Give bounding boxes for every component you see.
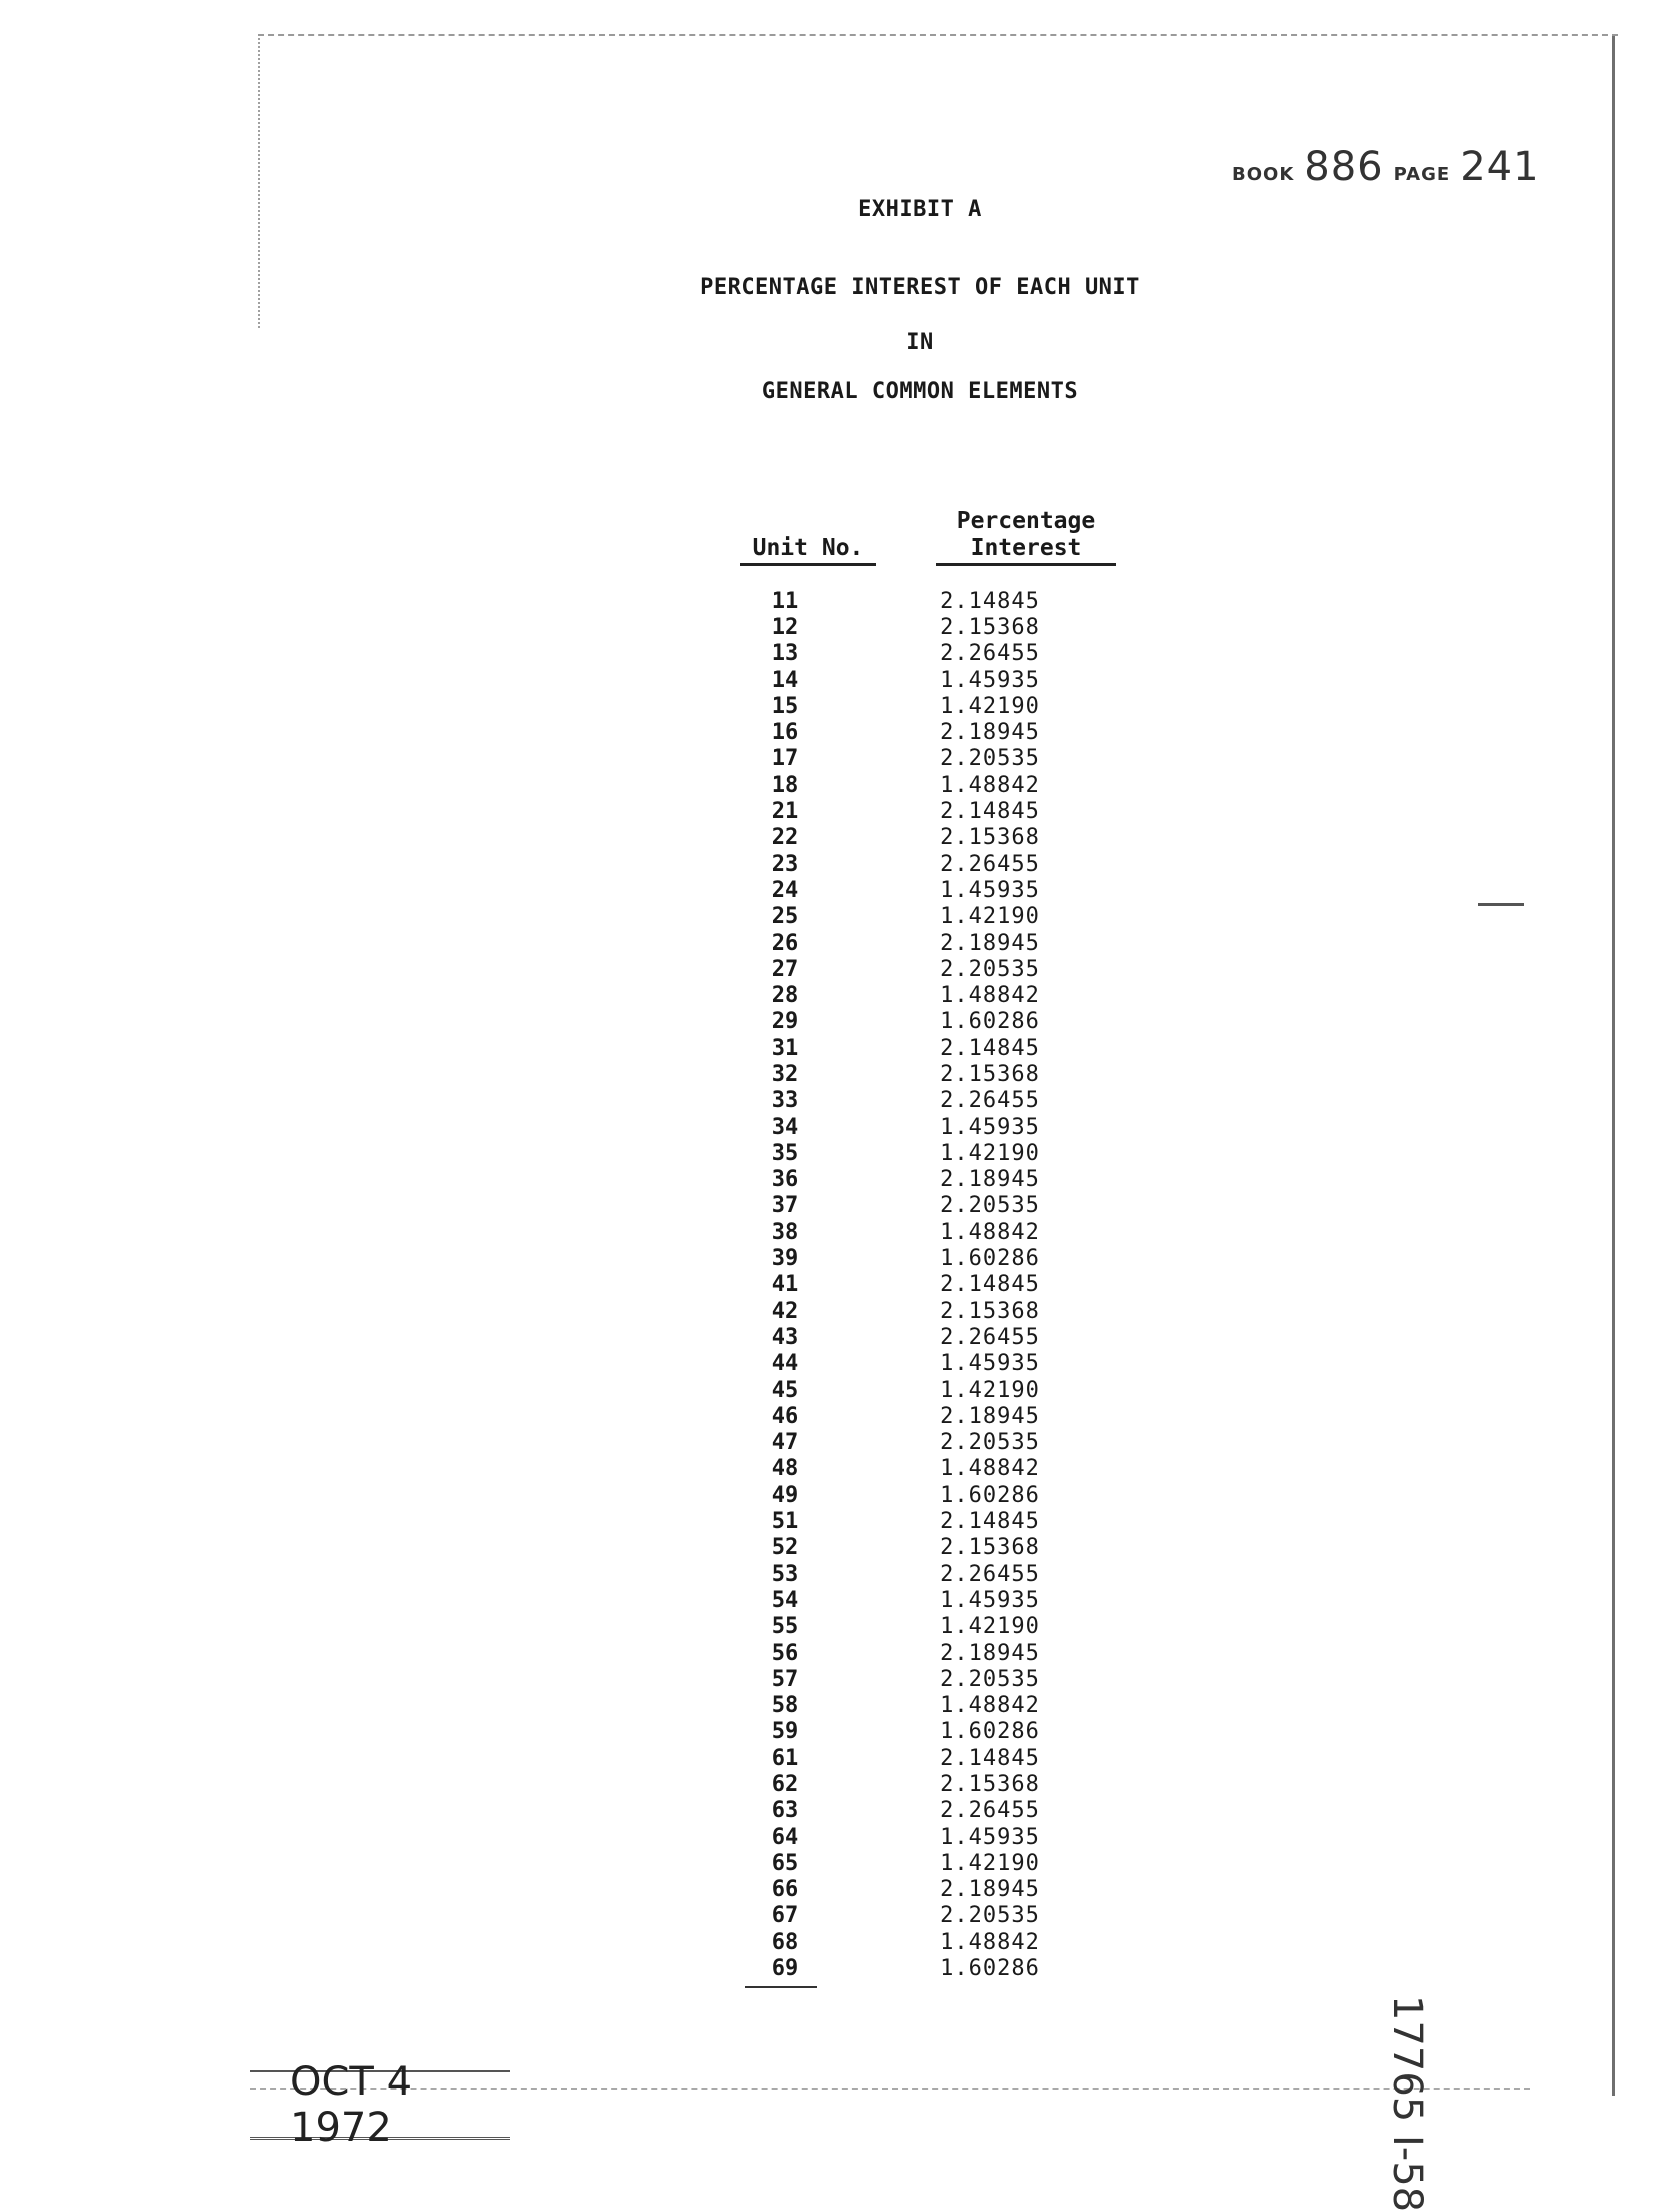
percentage-interest: 2.14845 (940, 588, 1040, 614)
percentage-interest: 2.14845 (940, 1272, 1040, 1298)
unit-number: 68 (771, 1929, 799, 1955)
unit-number: 58 (771, 1693, 799, 1719)
unit-number: 39 (771, 1246, 799, 1272)
percentage-interest: 2.26455 (940, 641, 1040, 667)
table-row (720, 1535, 1140, 1561)
table-row (720, 1614, 1140, 1640)
unit-number: 24 (771, 877, 799, 903)
percentage-interest: 2.18945 (940, 1640, 1040, 1666)
percentage-interest: 2.20535 (940, 956, 1040, 982)
book-page-stamp (1232, 144, 1540, 190)
percentage-interest: 2.20535 (940, 746, 1040, 772)
table-row (720, 1009, 1140, 1035)
table-row (720, 1245, 1140, 1271)
table-row (720, 1140, 1140, 1166)
table-row (720, 719, 1140, 745)
table-row (720, 1061, 1140, 1087)
percentage-interest: 1.42190 (940, 1614, 1040, 1640)
table-row (720, 1035, 1140, 1061)
column-header-percentage (936, 508, 1116, 566)
table-row (720, 1640, 1140, 1666)
table-row (720, 588, 1140, 614)
table-row (720, 1561, 1140, 1587)
table-row (720, 1324, 1140, 1350)
percentage-interest: 1.48842 (940, 1929, 1040, 1955)
table-row (720, 772, 1140, 798)
table-row (720, 1798, 1140, 1824)
percentage-interest: 2.18945 (940, 1403, 1040, 1429)
table-row (720, 1403, 1140, 1429)
unit-number: 42 (771, 1298, 799, 1324)
percentage-interest: 1.60286 (940, 1956, 1040, 1982)
percentage-interest: 1.42190 (940, 904, 1040, 930)
table-end-rule (745, 1986, 817, 1988)
percentage-interest: 2.20535 (940, 1903, 1040, 1929)
percentage-interest: 1.42190 (940, 693, 1040, 719)
percentage-interest: 2.20535 (940, 1430, 1040, 1456)
percentage-interest: 2.18945 (940, 1167, 1040, 1193)
percentage-interest: 1.45935 (940, 877, 1040, 903)
table-row (720, 1088, 1140, 1114)
unit-number: 61 (771, 1745, 799, 1771)
unit-number: 64 (771, 1824, 799, 1850)
unit-number: 35 (771, 1140, 799, 1166)
table-row (720, 930, 1140, 956)
page-number: 241 (1460, 144, 1540, 190)
book-label: BOOK (1232, 164, 1295, 185)
unit-number: 32 (771, 1061, 799, 1087)
unit-number: 43 (771, 1324, 799, 1350)
table-row (720, 693, 1140, 719)
subtitle-line-1: PERCENTAGE INTEREST OF EACH UNIT (700, 275, 1140, 300)
unit-number: 48 (771, 1456, 799, 1482)
unit-number: 15 (771, 693, 799, 719)
unit-number: 13 (771, 641, 799, 667)
percentage-interest: 1.48842 (940, 1693, 1040, 1719)
table-row (720, 667, 1140, 693)
book-number: 886 (1304, 144, 1384, 190)
percentage-interest: 2.14845 (940, 799, 1040, 825)
table-row (720, 956, 1140, 982)
scan-border-top (258, 34, 1618, 36)
unit-number: 53 (771, 1561, 799, 1587)
unit-number: 57 (771, 1666, 799, 1692)
percentage-interest: 1.60286 (940, 1719, 1040, 1745)
table-row (720, 1903, 1140, 1929)
unit-number: 67 (771, 1903, 799, 1929)
table-row (720, 1666, 1140, 1692)
table-row (720, 1298, 1140, 1324)
percentage-interest: 1.45935 (940, 1587, 1040, 1613)
page-label: PAGE (1393, 164, 1451, 185)
table-row (720, 1877, 1140, 1903)
percentage-interest: 1.42190 (940, 1140, 1040, 1166)
unit-number: 55 (771, 1614, 799, 1640)
percentage-interest: 2.26455 (940, 1798, 1040, 1824)
unit-number: 59 (771, 1719, 799, 1745)
unit-number: 37 (771, 1193, 799, 1219)
unit-number: 63 (771, 1798, 799, 1824)
table-row (720, 1219, 1140, 1245)
table-row (720, 1850, 1140, 1876)
unit-number: 16 (771, 720, 799, 746)
table-row (720, 746, 1140, 772)
table-row (720, 1193, 1140, 1219)
percentage-interest: 2.18945 (940, 930, 1040, 956)
percentage-interest: 1.45935 (940, 1351, 1040, 1377)
table-row (720, 1955, 1140, 1981)
unit-number: 62 (771, 1772, 799, 1797)
unit-number: 17 (771, 746, 799, 772)
unit-number: 28 (771, 983, 799, 1009)
percentage-interest: 1.45935 (940, 1114, 1040, 1140)
table-row (720, 851, 1140, 877)
percentage-interest: 1.48842 (940, 1219, 1040, 1245)
table-row (720, 1719, 1140, 1745)
percentage-interest: 2.15368 (940, 614, 1040, 640)
percentage-interest: 2.15368 (940, 1535, 1040, 1561)
percentage-interest: 1.60286 (940, 1482, 1040, 1508)
table-row (720, 1508, 1140, 1534)
unit-number: 47 (771, 1430, 799, 1456)
unit-number: 12 (771, 614, 799, 640)
date-stamp: OCT 4 1972 (250, 2070, 510, 2140)
percentage-interest: 2.14845 (940, 1745, 1040, 1771)
table-row (720, 1351, 1140, 1377)
unit-number: 56 (771, 1640, 799, 1666)
table-row (720, 1587, 1140, 1613)
table-row (720, 982, 1140, 1008)
unit-number: 31 (771, 1035, 799, 1061)
percentage-interest: 2.20535 (940, 1666, 1040, 1692)
table-row (720, 1692, 1140, 1718)
percentage-interest: 2.26455 (940, 1088, 1040, 1114)
exhibit-title: EXHIBIT A (858, 197, 982, 222)
percentage-interest: 1.60286 (940, 1009, 1040, 1035)
percentage-interest: 2.14845 (940, 1035, 1040, 1061)
unit-number: 36 (771, 1167, 799, 1193)
unit-number: 44 (771, 1351, 799, 1377)
unit-number: 66 (771, 1877, 799, 1903)
percentage-interest: 2.15368 (940, 1061, 1040, 1087)
percentage-interest: 2.18945 (940, 1877, 1040, 1903)
table-row (720, 1771, 1140, 1797)
unit-number: 52 (771, 1535, 799, 1561)
column-header-unit: Unit No. (740, 535, 876, 566)
percentage-interest: 2.26455 (940, 1561, 1040, 1587)
percentage-interest: 2.15368 (940, 1298, 1040, 1324)
column-header-percentage-line2: Interest (970, 535, 1082, 561)
table-row (720, 641, 1140, 667)
percentage-interest: 1.48842 (940, 983, 1040, 1009)
percentage-interest: 1.48842 (940, 772, 1040, 798)
unit-number: 25 (771, 904, 799, 930)
unit-number: 26 (771, 930, 799, 956)
percentage-interest: 2.15368 (940, 1772, 1040, 1797)
percentage-interest: 2.14845 (940, 1509, 1040, 1535)
table-row (720, 1456, 1140, 1482)
unit-number: 21 (771, 799, 799, 825)
unit-number: 27 (771, 956, 799, 982)
unit-number: 22 (771, 825, 799, 851)
table-row (720, 1482, 1140, 1508)
table-row (720, 1745, 1140, 1771)
table-row (720, 1824, 1140, 1850)
unit-number: 18 (771, 772, 799, 798)
percentage-interest: 1.45935 (940, 1824, 1040, 1850)
table-row (720, 877, 1140, 903)
subtitle-line-3: GENERAL COMMON ELEMENTS (761, 379, 1079, 404)
percentage-table (720, 588, 1140, 1982)
unit-number: 54 (771, 1587, 799, 1613)
table-row (720, 1167, 1140, 1193)
table-row (720, 1929, 1140, 1955)
percentage-interest: 1.42190 (940, 1850, 1040, 1876)
table-row (720, 798, 1140, 824)
percentage-interest: 1.48842 (940, 1456, 1040, 1482)
table-row (720, 1377, 1140, 1403)
scan-border-right (1612, 36, 1615, 2096)
unit-number: 14 (771, 667, 799, 693)
unit-number: 33 (771, 1088, 799, 1114)
unit-number: 69 (771, 1956, 799, 1982)
percentage-interest: 1.42190 (940, 1377, 1040, 1403)
unit-number: 23 (771, 851, 799, 877)
unit-number: 38 (771, 1219, 799, 1245)
unit-number: 11 (771, 588, 799, 614)
unit-number: 45 (771, 1377, 799, 1403)
table-row (720, 614, 1140, 640)
table-row (720, 1272, 1140, 1298)
unit-number: 49 (771, 1482, 799, 1508)
unit-number: 51 (771, 1509, 799, 1535)
percentage-interest: 2.26455 (940, 1324, 1040, 1350)
percentage-interest: 2.18945 (940, 720, 1040, 746)
percentage-interest: 1.60286 (940, 1246, 1040, 1272)
table-row (720, 1430, 1140, 1456)
table-row (720, 825, 1140, 851)
unit-number: 41 (771, 1272, 799, 1298)
percentage-interest: 2.20535 (940, 1193, 1040, 1219)
unit-number: 34 (771, 1114, 799, 1140)
column-header-percentage-line1: Percentage (956, 508, 1096, 534)
unit-number: 46 (771, 1403, 799, 1429)
table-row (720, 904, 1140, 930)
percentage-interest: 2.26455 (940, 851, 1040, 877)
table-row (720, 1114, 1140, 1140)
unit-number: 29 (771, 1009, 799, 1035)
percentage-interest: 1.45935 (940, 667, 1040, 693)
scan-mark (1478, 903, 1524, 906)
subtitle-line-2: IN (906, 330, 934, 355)
scan-border-left (258, 38, 260, 328)
unit-number: 65 (771, 1850, 799, 1876)
percentage-interest: 2.15368 (940, 825, 1040, 851)
recording-number-stamp: 17765 I-58 (1384, 1995, 1430, 2212)
